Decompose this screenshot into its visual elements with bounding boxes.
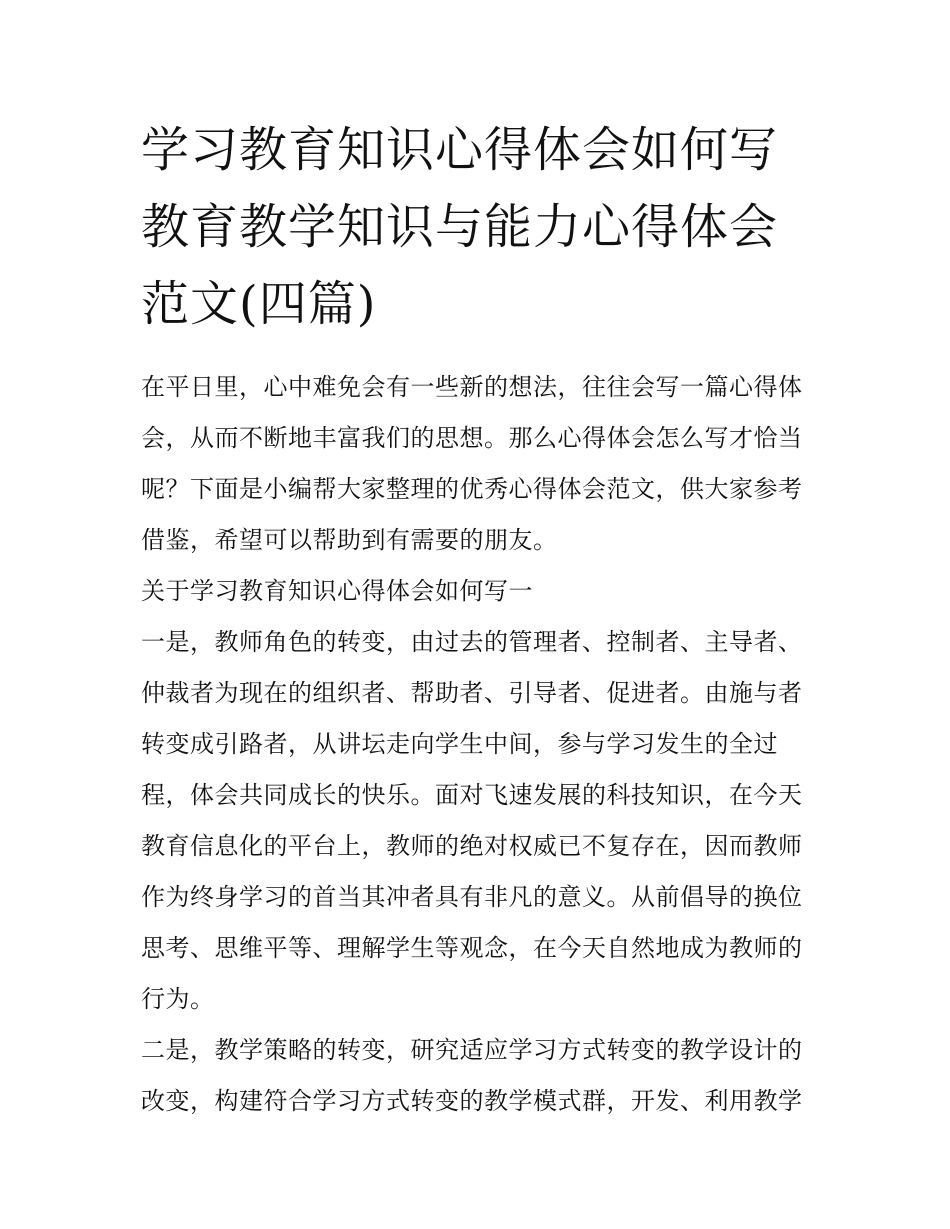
body-paragraph-2 [141,1025,815,1127]
text-line: 在平日里，心中难免会有一些新的想法，往往会写一篇心得体 [141,373,803,401]
text-line: 仲裁者为现在的组织者、帮助者、引导者、促进者。由施与者 [141,679,803,707]
body-paragraph-1 [141,617,815,1025]
title-line: 范文(四篇) [141,276,377,332]
title-line: 教育教学知识与能力心得体会 [141,199,779,255]
text-line: 会，从而不断地丰富我们的思想。那么心得体会怎么写才恰当 [141,424,803,452]
title-line: 学习教育知识心得体会如何写 [141,122,779,178]
text-line: 作为终身学习的首当其冲者具有非凡的意义。从前倡导的换位 [141,883,803,911]
text-line: 改变，构建符合学习方式转变的教学模式群，开发、利用教学 [141,1087,803,1115]
document-title [141,112,815,343]
document-content [141,112,815,1127]
text-line: 思考、思维平等、理解学生等观念，在今天自然地成为教师的 [141,934,803,962]
text-line: 二是，教学策略的转变，研究适应学习方式转变的教学设计的 [141,1036,803,1064]
text-line: 程，体会共同成长的快乐。面对飞速发展的科技知识，在今天 [141,781,803,809]
section-heading-text: 关于学习教育知识心得体会如何写一 [141,577,533,605]
text-line: 一是，教师角色的转变，由过去的管理者、控制者、主导者、 [141,628,803,656]
intro-paragraph [141,362,815,566]
text-line: 行为。 [141,985,215,1013]
text-line: 呢？下面是小编帮大家整理的优秀心得体会范文，供大家参考 [141,475,803,503]
text-line: 教育信息化的平台上，教师的绝对权威已不复存在，因而教师 [141,832,803,860]
text-line: 转变成引路者，从讲坛走向学生中间，参与学习发生的全过 [141,730,778,758]
text-line: 借鉴，希望可以帮助到有需要的朋友。 [141,526,558,554]
section-heading [141,566,815,617]
